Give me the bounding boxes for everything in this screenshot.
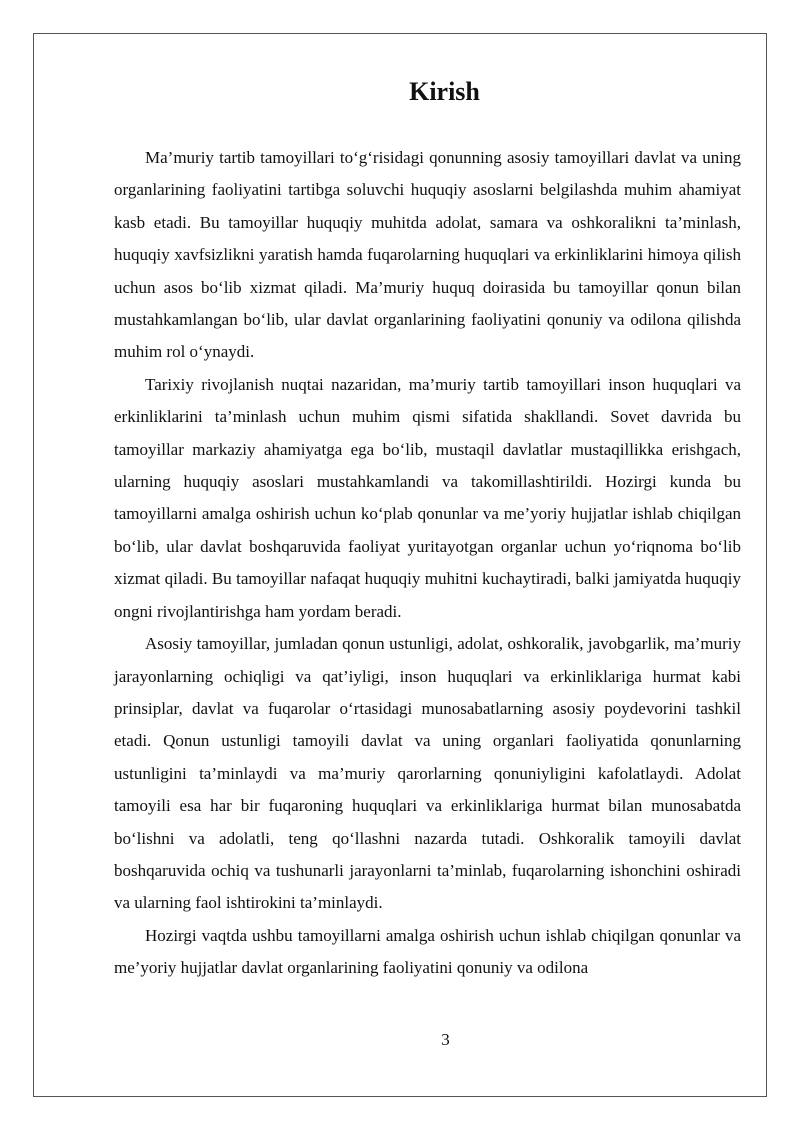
document-body [114,142,741,985]
page-title: Kirish [409,77,480,106]
paragraph-1: Ma’muriy tartib tamoyillari to‘g‘risidagi qonunning asosiy tamoyillari davlat va uning organlarining faoliyatini tartibga soluvchi huquqiy asoslarni belgilashda muhim ahamiyat kasb etadi. Bu tamoyillar huquqiy muhitda adolat, samara va oshkoralikni ta’minlash, huquqiy xavfsizlikni yaratish hamda fuqarolarning huquqlari va erkinliklarini himoya qilish uchun asos bo‘lib xizmat qiladi. Ma’muriy huquq doirasida bu tamoyillar qonun bilan mustahkamlangan bo‘lib, ular davlat organlarining faoliyatini qonuniy va odilona qilishda muhim rol o‘ynaydi. [114,148,741,362]
paragraph-2: Tarixiy rivojlanish nuqtai nazaridan, ma’muriy tartib tamoyillari inson huquqlari va erkinliklarini ta’minlash uchun muhim qismi sifatida shakllandi. Sovet davrida bu tamoyillar markaziy ahamiyatga ega bo‘lib, mustaqil davlatlar mustaqillikka erishgach, ularning huquqiy asoslari mustahkamlandi va takomillashtirildi. Hozirgi kunda bu tamoyillarni amalga oshirish uchun ko‘plab qonunlar va me’yoriy hujjatlar ishlab chiqilgan bo‘lib, ular davlat boshqaruvida faoliyat yuritayotgan organlar uchun yo‘riqnoma bo‘lib xizmat qiladi. Bu tamoyillar nafaqat huquqiy muhitni kuchaytiradi, balki jamiyatda huquqiy ongni rivojlantirishga ham yordam beradi. [114,374,741,621]
page-number: 3 [441,1030,450,1049]
paragraph-4: Hozirgi vaqtda ushbu tamoyillarni amalga oshirish uchun ishlab chiqilgan qonunlar va me’yoriy hujjatlar davlat organlarining faoliyatini qonuniy va odilona [114,925,741,978]
paragraph-3: Asosiy tamoyillar, jumladan qonun ustunligi, adolat, oshkoralik, javobgarlik, ma’muriy jarayonlarning ochiqligi va qat’iyligi, inson huquqlari va erkinliklariga hurmat kabi prinsiplar, davlat va fuqarolar o‘rtasidagi munosabatlarning asosiy poydevorini tashkil etadi. Qonun ustunligi tamoyili davlat va uning organlari faoliyatida qonunlarning ustunligini ta’minlaydi va ma’muriy qarorlarning qonuniyligini kafolatlaydi. Adolat tamoyili esa har bir fuqaroning huquqlari va erkinliklariga hurmat bilan munosabatda bo‘lishni va adolatli, teng qo‘llashni nazarda tutadi. Oshkoralik tamoyili davlat boshqaruvida ochiq va tushunarli jarayonlarni ta’minlab, fuqarolarning ishonchini oshiradi va ularning faol ishtirokini ta’minlaydi. [114,634,741,913]
